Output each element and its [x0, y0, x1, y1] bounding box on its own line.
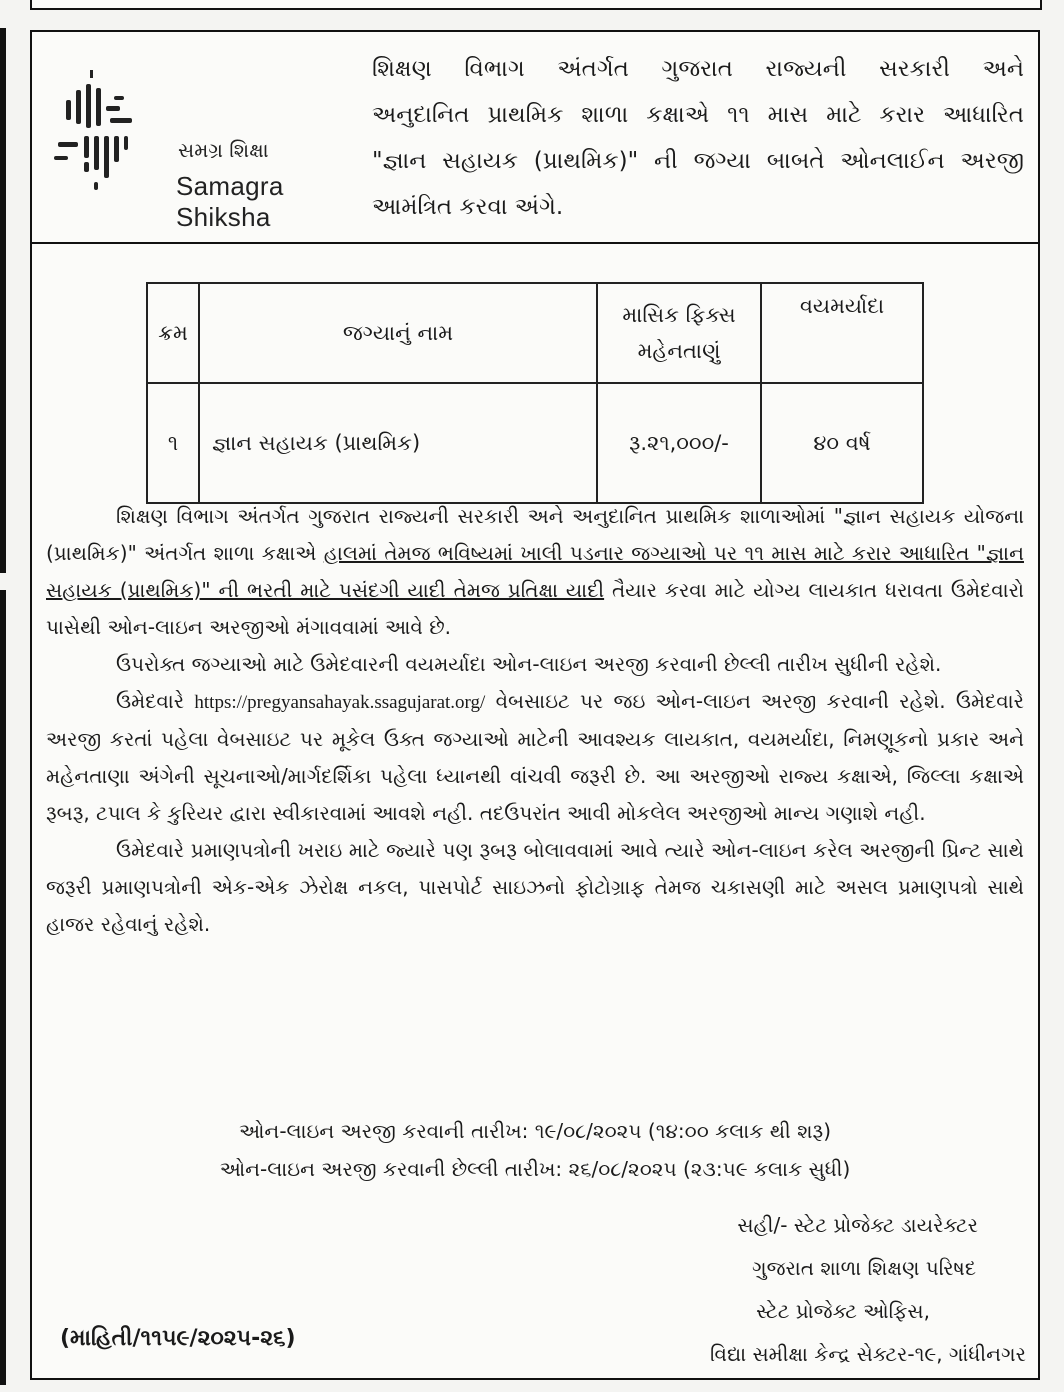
samagra-shiksha-logo [54, 66, 354, 232]
signature-line: વિદ્યા સમીક્ષા કેન્દ્ર સેક્ટર-૧૯, ગાંધીનગર [710, 1342, 1026, 1366]
left-border-rule [0, 590, 6, 1385]
left-border-rule [0, 28, 6, 573]
title-line: શિક્ષણ વિભાગ અંતર્ગત ગુજરાત રાજ્યની સરકારી અને [372, 56, 1024, 82]
paragraph-text: શિક્ષણ વિભાગ અંતર્ગત ગુજરાત રાજ્યની સરકારી અને અનુદાનિત પ્રાથમિક શાળાઓમાં "જ્ઞાન સહાયક યોજના (પ્રાથમિક)" અંતર્ગત શાળા કક્ષાએ [46, 504, 1024, 565]
col-header-salary-line: મહેનતાણું [637, 339, 721, 363]
signature-line: સહી/- સ્ટેટ પ્રોજેક્ટ ડાયરેક્ટર [737, 1213, 978, 1237]
notice-body [46, 498, 1024, 943]
start-date: ઓન-લાઇન અરજી કરવાની તારીખ: ૧૯/૦૮/૨૦૨૫ (૧૪:૦૦ કલાક થી શરૂ) [238, 1119, 831, 1143]
website-link[interactable]: https://pregyansahayak.ssagujarat.org/ [194, 692, 486, 713]
logo-text-english: Samagra Shiksha [176, 171, 284, 232]
paragraph-3 [46, 683, 1024, 832]
paragraph-2: ઉપરોક્ત જગ્યાઓ માટે ઉમેદવારની વયમર્યાદા ઓન-લાઇન અરજી કરવાની છેલ્લી તારીખ સુધીની રહેશે. [116, 652, 942, 676]
underlined-text: હાલમાં તેમજ ભવિષ્યમાં ખાલી પડનાર જગ્યાઓ પર ૧૧ માસ માટે કરાર આધારિત "જ્ઞાન સહાયક (પ્રાથમિક)" ની ભરતી માટે પસંદગી યાદી તેમજ પ્રતિક્ષા યાદી [46, 541, 1024, 602]
col-header-sr: ક્રમ [147, 283, 199, 383]
paragraph-1 [46, 498, 1024, 646]
cell-post: જ્ઞાન સહાયક (પ્રાથમિક) [199, 383, 597, 503]
signature-line: સ્ટેટ પ્રોજેક્ટ ઓફિસ, [756, 1299, 930, 1323]
reference-number: (માહિતી/૧૧૫૯/૨૦૨૫-૨૬) [60, 1326, 296, 1351]
table-row [147, 383, 923, 503]
cell-salary: રૂ.૨૧,૦૦૦/- [597, 383, 761, 503]
signature-block [566, 1204, 1026, 1376]
title-line: "જ્ઞાન સહાયક (પ્રાથમિક)" ની જગ્યા બાબતે ઓનલાઈન અરજી [372, 148, 1024, 174]
previous-notice-edge [30, 0, 1042, 10]
cell-sr: ૧ [147, 383, 199, 503]
application-dates [32, 1112, 1038, 1188]
table-header-row [147, 283, 923, 383]
title-line: આમંત્રિત કરવા અંગે. [372, 194, 564, 220]
col-header-salary [597, 283, 761, 383]
paragraph-text: ઉમેદવારે [116, 689, 195, 713]
paragraph-4: ઉમેદવારે પ્રમાણપત્રોની ખરાઇ માટે જ્યારે પણ રૂબરૂ બોલાવવામાં આવે ત્યારે ઓન-લાઇન કરેલ અરજીની પ્રિન્ટ સાથે જરૂરી પ્રમાણપત્રોની એક-એક ઝેરોક્ષ નકલ, પાસપોર્ટ સાઇઝનો ફોટોગ્રાફ તેમજ ચકાસણી માટે અસલ પ્રમાણપત્રો સાથે હાજર રહેવાનું રહેશે. [46, 838, 1024, 936]
title-line: અનુદાનિત પ્રાથમિક શાળા કક્ષાએ ૧૧ માસ માટે કરાર આધારિત [372, 102, 1024, 128]
post-details-table [146, 282, 924, 504]
logo-text-gujarati: સમગ્ર શિક્ષા [178, 138, 269, 162]
paragraph-text: તૈયાર કરવા માટે યોગ્ય લાયકાત ધરાવતા ઉમેદવારો પાસેથી ઓન-લાઇન અરજીઓ મંગાવવામાં આવે છે. [46, 578, 1024, 639]
end-date: ઓન-લાઇન અરજી કરવાની છેલ્લી તારીખ: ૨૬/૦૮/૨૦૨૫ (૨૩:૫૯ કલાક સુધી) [219, 1157, 851, 1181]
col-header-post: જગ્યાનું નામ [199, 283, 597, 383]
col-header-age: વયમર્યાદા [761, 283, 923, 383]
paragraph-text: વેબસાઇટ પર જઇ ઓન-લાઇન અરજી કરવાની રહેશે. ઉમેદવારે અરજી કરતાં પહેલા વેબસાઇટ પર મૂકેલ ઉક્ત જગ્યાઓ માટેની આવશ્યક લાયકાત, વયમર્યાદા, નિમણૂકનો પ્રકાર અને મહેનતાણા અંગેની સૂચનાઓ/માર્ગદર્શિકા પહેલા ધ્યાનથી વાંચવી જરૂરી છે. આ અરજીઓ રાજ્ય કક્ષાએ, જિલ્લા કક્ષાએ રૂબરૂ, ટપાલ કે કુરિયર દ્વારા સ્વીકારવામાં આવશે નહી. તદઉપરાંત આવી મોકલેલ અરજીઓ માન્ય ગણાશે નહી. [46, 689, 1024, 825]
signature-line: ગુજરાત શાળા શિક્ષણ પરિષદ [751, 1256, 976, 1280]
cell-age: ૪૦ વર્ષ [761, 383, 923, 503]
col-header-salary-line: માસિક ફિક્સ [622, 303, 736, 327]
notice-title [372, 46, 1024, 230]
samagra-logo-icon [54, 66, 174, 196]
notice-frame [30, 30, 1040, 1380]
notice-header [32, 32, 1038, 244]
